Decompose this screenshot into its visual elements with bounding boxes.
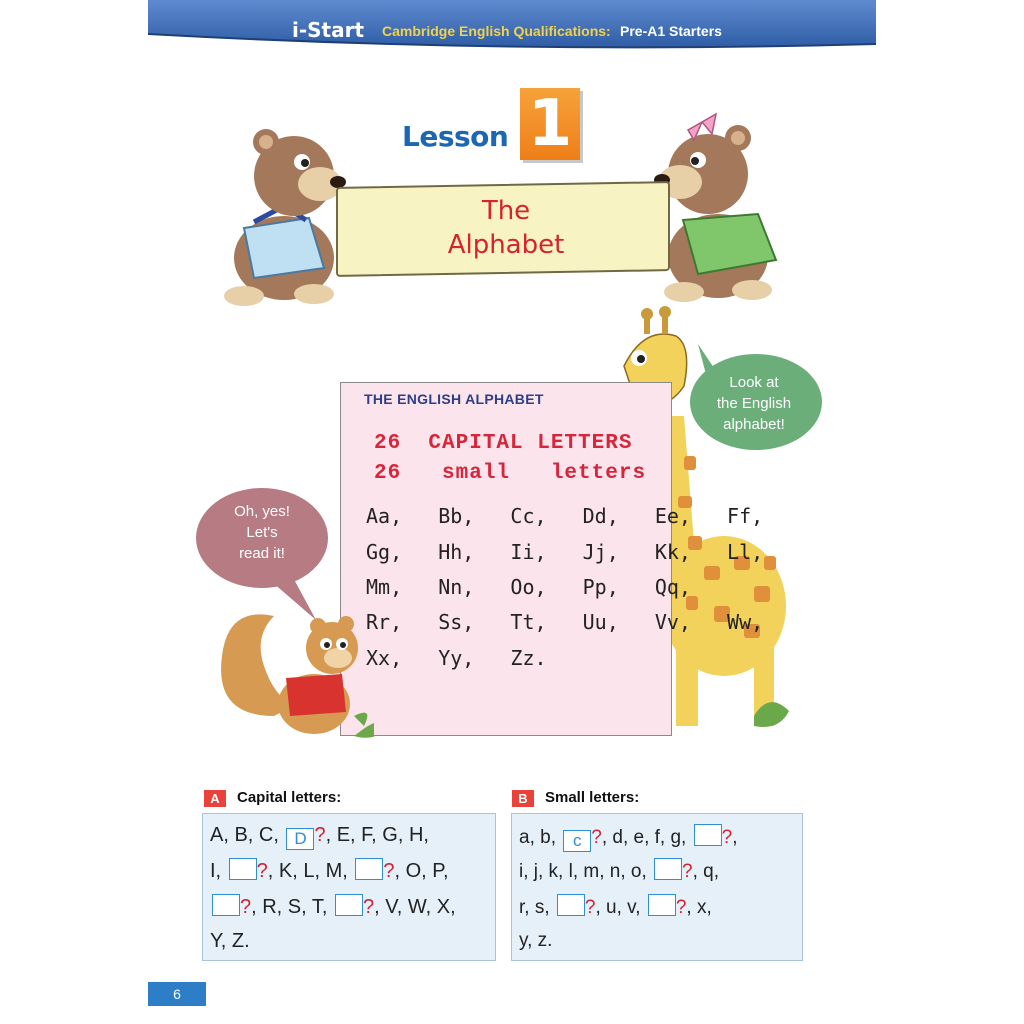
text-fragment: a, b, [519,827,562,848]
text-fragment: , q, [692,861,720,882]
exercise-a-label: Capital letters: [237,789,342,806]
giraffe-bubble-line: the English [716,395,792,412]
question-mark: ? [383,860,395,882]
answer-slot[interactable] [229,858,257,880]
exercise-b-badge: B [512,790,534,807]
exercise-b-label: Small letters: [545,789,640,806]
alphabet-row: Rr, Ss, Tt, Uu, Vv, Ww, [366,610,764,634]
question-mark: ? [240,896,252,918]
text-fragment: i, j, k, l, m, n, o, [519,861,653,882]
giraffe-bubble-line: Look at [729,374,779,391]
text-fragment: , O, P, [394,860,449,882]
alphabet-row: Aa, Bb, Cc, Dd, Ee, Ff, [366,504,764,528]
squirrel-bubble-text [202,501,322,564]
question-mark: ? [682,861,693,882]
question-mark: ? [363,896,375,918]
lesson-title-line2: Alphabet [447,230,565,260]
series-title: Cambridge English Qualifications: [382,23,611,39]
squirrel-illustration [214,596,374,742]
lesson-title-line1: The [481,196,531,226]
poster-heading: THE ENGLISH ALPHABET [364,391,544,407]
text-fragment: , R, S, T, [251,896,333,918]
answer-slot[interactable] [557,894,585,916]
answer-slot[interactable]: c [563,830,591,852]
answer-slot[interactable] [212,894,240,916]
bear-left-illustration [214,118,354,308]
text-fragment: , u, v, [595,897,646,918]
answer-slot[interactable] [355,858,383,880]
small-letters-line: 26 small letters [374,462,647,485]
lesson-title [336,194,676,262]
question-mark: ? [256,860,268,882]
text-fragment: A, B, C, [210,824,285,846]
level-title: Pre-A1 Starters [620,23,722,39]
brand-title: i-Start [292,18,365,42]
question-mark: ? [591,827,602,848]
exercise-a-line: Y, Z. [210,930,250,952]
exercise-a-badge: A [204,790,226,807]
question-mark: ? [721,827,733,848]
text-fragment: I, [210,860,227,882]
capital-letters-line: 26 CAPITAL LETTERS [374,432,633,455]
answer-slot[interactable] [654,858,682,880]
giraffe-bubble-text [694,372,814,435]
exercise-a-line [210,894,456,919]
exercise-a-line [210,824,429,850]
text-fragment: , [732,827,738,848]
answer-slot[interactable]: D [286,828,314,850]
text-fragment: r, s, [519,897,555,918]
text-fragment: , x, [686,897,712,918]
lesson-word: Lesson [402,120,509,153]
text-fragment: , d, e, f, g, [601,827,692,848]
exercise-b-line: y, z. [519,930,553,951]
exercise-b-line [519,858,719,883]
answer-slot[interactable] [648,894,676,916]
giraffe-bubble-line: alphabet! [723,416,785,433]
squirrel-bubble-line: Let's [246,524,278,541]
question-mark: ? [314,824,326,846]
page-number: 6 [148,982,206,1006]
squirrel-bubble-line: read it! [239,545,285,562]
question-mark: ? [584,897,596,918]
text-fragment: , E, F, G, H, [325,824,429,846]
exercise-a-line [210,858,449,883]
alphabet-row: Mm, Nn, Oo, Pp, Qq, [366,575,691,599]
exercise-b-line [519,894,712,919]
question-mark: ? [675,897,687,918]
workbook-page [148,0,876,1024]
text-fragment: , V, W, X, [374,896,456,918]
alphabet-row: Xx, Yy, Zz. [366,646,547,670]
alphabet-row: Gg, Hh, Ii, Jj, Kk, Ll, [366,540,764,564]
answer-slot[interactable] [694,824,722,846]
answer-slot[interactable] [335,894,363,916]
page-header [148,0,876,60]
exercise-b-line [519,824,737,852]
squirrel-bubble-line: Oh, yes! [234,503,290,520]
text-fragment: , K, L, M, [267,860,354,882]
lesson-number: 1 [520,88,580,160]
